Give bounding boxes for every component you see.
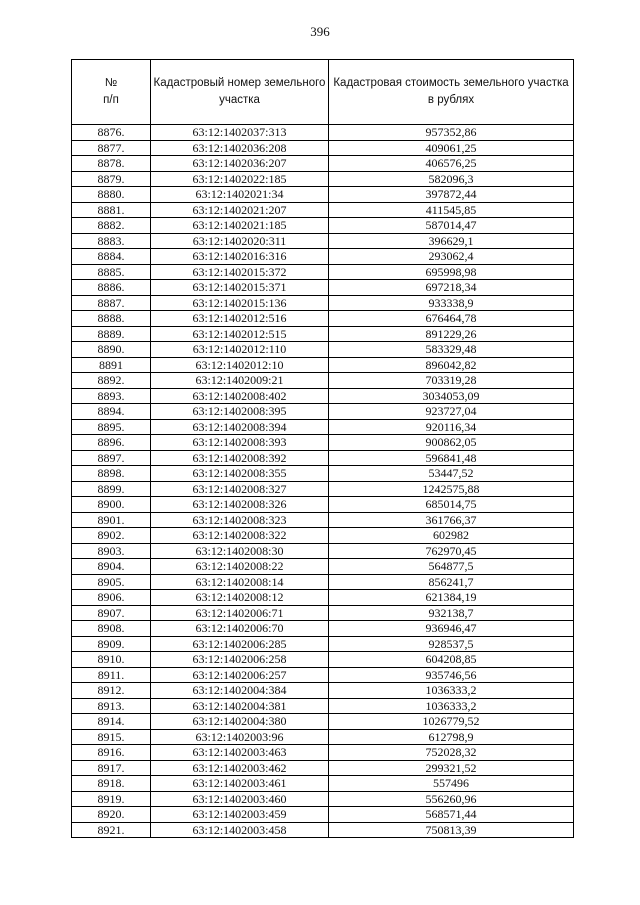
table-row [72, 776, 574, 792]
table-row [72, 745, 574, 761]
row-number-cell: 8880. [72, 187, 151, 203]
cadastral-number-cell: 63:12:1402003:463 [151, 745, 329, 761]
row-number-cell: 8919. [72, 791, 151, 807]
cadastral-number-cell: 63:12:1402003:459 [151, 807, 329, 823]
cadastral-number-cell: 63:12:1402012:110 [151, 342, 329, 358]
row-number-cell: 8904. [72, 559, 151, 575]
table-row [72, 667, 574, 683]
row-number-cell: 8907. [72, 605, 151, 621]
cadastral-number-cell: 63:12:1402004:381 [151, 698, 329, 714]
cadastral-value-cell: 703319,28 [329, 373, 574, 389]
cadastral-value-cell: 928537,5 [329, 636, 574, 652]
cadastral-number-cell: 63:12:1402021:207 [151, 202, 329, 218]
row-number-cell: 8884. [72, 249, 151, 265]
cadastral-value-cell: 856241,7 [329, 574, 574, 590]
cadastral-value-cell: 685014,75 [329, 497, 574, 513]
cadastral-number-cell: 63:12:1402006:258 [151, 652, 329, 668]
row-number-cell: 8886. [72, 280, 151, 296]
row-number-cell: 8892. [72, 373, 151, 389]
table-row [72, 171, 574, 187]
cadastral-table [71, 59, 574, 838]
row-number-cell: 8881. [72, 202, 151, 218]
table-row [72, 528, 574, 544]
table-row [72, 264, 574, 280]
table-row [72, 543, 574, 559]
row-number-cell: 8896. [72, 435, 151, 451]
cadastral-value-cell: 1036333,2 [329, 683, 574, 699]
table-row [72, 559, 574, 575]
table-row [72, 512, 574, 528]
cadastral-value-cell: 406576,25 [329, 156, 574, 172]
row-number-cell: 8888. [72, 311, 151, 327]
table-row [72, 636, 574, 652]
cadastral-number-cell: 63:12:1402006:71 [151, 605, 329, 621]
row-number-cell: 8894. [72, 404, 151, 420]
row-number-cell: 8883. [72, 233, 151, 249]
cadastral-value-cell: 932138,7 [329, 605, 574, 621]
cadastral-number-cell: 63:12:1402008:393 [151, 435, 329, 451]
row-number-cell: 8909. [72, 636, 151, 652]
row-number-cell: 8908. [72, 621, 151, 637]
row-number-cell: 8885. [72, 264, 151, 280]
row-number-cell: 8899. [72, 481, 151, 497]
cadastral-number-cell: 63:12:1402006:257 [151, 667, 329, 683]
cadastral-value-cell: 1036333,2 [329, 698, 574, 714]
cadastral-value-cell: 602982 [329, 528, 574, 544]
row-number-cell: 8918. [72, 776, 151, 792]
cadastral-number-cell: 63:12:1402003:461 [151, 776, 329, 792]
table-row [72, 466, 574, 482]
table-row [72, 729, 574, 745]
cadastral-value-cell: 697218,34 [329, 280, 574, 296]
row-number-cell: 8902. [72, 528, 151, 544]
cadastral-value-cell: 1026779,52 [329, 714, 574, 730]
table-row [72, 590, 574, 606]
cadastral-value-cell: 411545,85 [329, 202, 574, 218]
table-row [72, 822, 574, 838]
cadastral-number-cell: 63:12:1402022:185 [151, 171, 329, 187]
table-row [72, 714, 574, 730]
table-row [72, 404, 574, 420]
cadastral-value-cell: 396629,1 [329, 233, 574, 249]
row-number-cell: 8903. [72, 543, 151, 559]
row-number-cell: 8890. [72, 342, 151, 358]
cadastral-number-cell: 63:12:1402008:30 [151, 543, 329, 559]
cadastral-value-cell: 935746,56 [329, 667, 574, 683]
cadastral-number-cell: 63:12:1402009:21 [151, 373, 329, 389]
cadastral-number-cell: 63:12:1402003:460 [151, 791, 329, 807]
cadastral-number-cell: 63:12:1402012:10 [151, 357, 329, 373]
row-number-cell: 8917. [72, 760, 151, 776]
cadastral-value-cell: 596841,48 [329, 450, 574, 466]
table-row [72, 652, 574, 668]
table-row [72, 280, 574, 296]
cadastral-number-cell: 63:12:1402008:402 [151, 388, 329, 404]
cadastral-value-cell: 676464,78 [329, 311, 574, 327]
table-row [72, 311, 574, 327]
table-row [72, 807, 574, 823]
table-body [72, 125, 574, 838]
cadastral-value-cell: 891229,26 [329, 326, 574, 342]
table-row [72, 605, 574, 621]
cadastral-number-cell: 63:12:1402015:372 [151, 264, 329, 280]
cadastral-value-cell: 583329,48 [329, 342, 574, 358]
table-row [72, 187, 574, 203]
row-number-cell: 8921. [72, 822, 151, 838]
table-row [72, 218, 574, 234]
cadastral-value-cell: 587014,47 [329, 218, 574, 234]
cadastral-value-cell: 299321,52 [329, 760, 574, 776]
cadastral-value-cell: 750813,39 [329, 822, 574, 838]
table-row [72, 233, 574, 249]
table-row [72, 450, 574, 466]
table-row [72, 435, 574, 451]
cadastral-number-cell: 63:12:1402008:323 [151, 512, 329, 528]
table-row [72, 295, 574, 311]
row-number-cell: 8897. [72, 450, 151, 466]
cadastral-value-cell: 293062,4 [329, 249, 574, 265]
row-number-cell: 8895. [72, 419, 151, 435]
row-number-cell: 8893. [72, 388, 151, 404]
table-row [72, 497, 574, 513]
cadastral-number-cell: 63:12:1402020:311 [151, 233, 329, 249]
cadastral-number-cell: 63:12:1402016:316 [151, 249, 329, 265]
cadastral-number-cell: 63:12:1402021:185 [151, 218, 329, 234]
cadastral-number-cell: 63:12:1402021:34 [151, 187, 329, 203]
row-number-cell: 8913. [72, 698, 151, 714]
table-row [72, 621, 574, 637]
cadastral-number-cell: 63:12:1402037:313 [151, 125, 329, 141]
table-row [72, 419, 574, 435]
row-number-cell: 8901. [72, 512, 151, 528]
table-row [72, 373, 574, 389]
cadastral-value-cell: 564877,5 [329, 559, 574, 575]
cadastral-number-cell: 63:12:1402008:394 [151, 419, 329, 435]
cadastral-value-cell: 1242575,88 [329, 481, 574, 497]
table-row [72, 140, 574, 156]
cadastral-value-cell: 556260,96 [329, 791, 574, 807]
cadastral-number-cell: 63:12:1402012:516 [151, 311, 329, 327]
row-number-cell: 8879. [72, 171, 151, 187]
page-number: 396 [310, 24, 330, 39]
row-number-cell: 8878. [72, 156, 151, 172]
row-number-cell: 8920. [72, 807, 151, 823]
cadastral-value-cell: 900862,05 [329, 435, 574, 451]
row-number-cell: 8889. [72, 326, 151, 342]
cadastral-number-cell: 63:12:1402008:395 [151, 404, 329, 420]
header-row-number: № п/п [72, 60, 151, 125]
cadastral-number-cell: 63:12:1402015:136 [151, 295, 329, 311]
row-number-cell: 8877. [72, 140, 151, 156]
row-number-cell: 8911. [72, 667, 151, 683]
row-number-cell: 8912. [72, 683, 151, 699]
cadastral-number-cell: 63:12:1402004:384 [151, 683, 329, 699]
table-row [72, 125, 574, 141]
cadastral-number-cell: 63:12:1402036:207 [151, 156, 329, 172]
cadastral-value-cell: 409061,25 [329, 140, 574, 156]
cadastral-number-cell: 63:12:1402008:22 [151, 559, 329, 575]
row-number-cell: 8916. [72, 745, 151, 761]
table-row [72, 342, 574, 358]
row-number-cell: 8898. [72, 466, 151, 482]
table-row [72, 388, 574, 404]
cadastral-value-cell: 612798,9 [329, 729, 574, 745]
row-number-cell: 8900. [72, 497, 151, 513]
cadastral-number-cell: 63:12:1402015:371 [151, 280, 329, 296]
table-row [72, 698, 574, 714]
cadastral-number-cell: 63:12:1402008:322 [151, 528, 329, 544]
cadastral-number-cell: 63:12:1402008:12 [151, 590, 329, 606]
table-row [72, 156, 574, 172]
cadastral-number-cell: 63:12:1402006:285 [151, 636, 329, 652]
cadastral-number-cell: 63:12:1402012:515 [151, 326, 329, 342]
row-number-cell: 8906. [72, 590, 151, 606]
table-row [72, 683, 574, 699]
cadastral-number-cell: 63:12:1402008:14 [151, 574, 329, 590]
cadastral-value-cell: 557496 [329, 776, 574, 792]
cadastral-value-cell: 582096,3 [329, 171, 574, 187]
cadastral-value-cell: 695998,98 [329, 264, 574, 280]
header-cadastral-value: Кадастровая стоимость земельного участка в рублях [329, 60, 574, 125]
table-row [72, 357, 574, 373]
cadastral-value-cell: 923727,04 [329, 404, 574, 420]
cadastral-value-cell: 936946,47 [329, 621, 574, 637]
header-cadastral-number: Кадастровый номер земельного участка [151, 60, 329, 125]
row-number-cell: 8910. [72, 652, 151, 668]
cadastral-number-cell: 63:12:1402036:208 [151, 140, 329, 156]
cadastral-value-cell: 957352,86 [329, 125, 574, 141]
cadastral-number-cell: 63:12:1402003:96 [151, 729, 329, 745]
row-number-cell: 8876. [72, 125, 151, 141]
cadastral-value-cell: 752028,32 [329, 745, 574, 761]
cadastral-value-cell: 3034053,09 [329, 388, 574, 404]
cadastral-number-cell: 63:12:1402003:458 [151, 822, 329, 838]
cadastral-number-cell: 63:12:1402006:70 [151, 621, 329, 637]
table-row [72, 202, 574, 218]
row-number-cell: 8882. [72, 218, 151, 234]
row-number-cell: 8887. [72, 295, 151, 311]
cadastral-number-cell: 63:12:1402008:326 [151, 497, 329, 513]
table-row [72, 481, 574, 497]
table-row [72, 249, 574, 265]
cadastral-value-cell: 361766,37 [329, 512, 574, 528]
table-row [72, 574, 574, 590]
cadastral-value-cell: 568571,44 [329, 807, 574, 823]
table-row [72, 791, 574, 807]
row-number-cell: 8914. [72, 714, 151, 730]
table-header-row [72, 60, 574, 125]
cadastral-value-cell: 920116,34 [329, 419, 574, 435]
cadastral-value-cell: 53447,52 [329, 466, 574, 482]
table-row [72, 326, 574, 342]
row-number-cell: 8891 [72, 357, 151, 373]
cadastral-value-cell: 896042,82 [329, 357, 574, 373]
cadastral-value-cell: 762970,45 [329, 543, 574, 559]
cadastral-value-cell: 397872,44 [329, 187, 574, 203]
cadastral-value-cell: 604208,85 [329, 652, 574, 668]
cadastral-number-cell: 63:12:1402008:392 [151, 450, 329, 466]
row-number-cell: 8905. [72, 574, 151, 590]
cadastral-number-cell: 63:12:1402008:355 [151, 466, 329, 482]
cadastral-value-cell: 621384,19 [329, 590, 574, 606]
table-row [72, 760, 574, 776]
cadastral-value-cell: 933338,9 [329, 295, 574, 311]
cadastral-number-cell: 63:12:1402003:462 [151, 760, 329, 776]
cadastral-number-cell: 63:12:1402008:327 [151, 481, 329, 497]
row-number-cell: 8915. [72, 729, 151, 745]
cadastral-number-cell: 63:12:1402004:380 [151, 714, 329, 730]
